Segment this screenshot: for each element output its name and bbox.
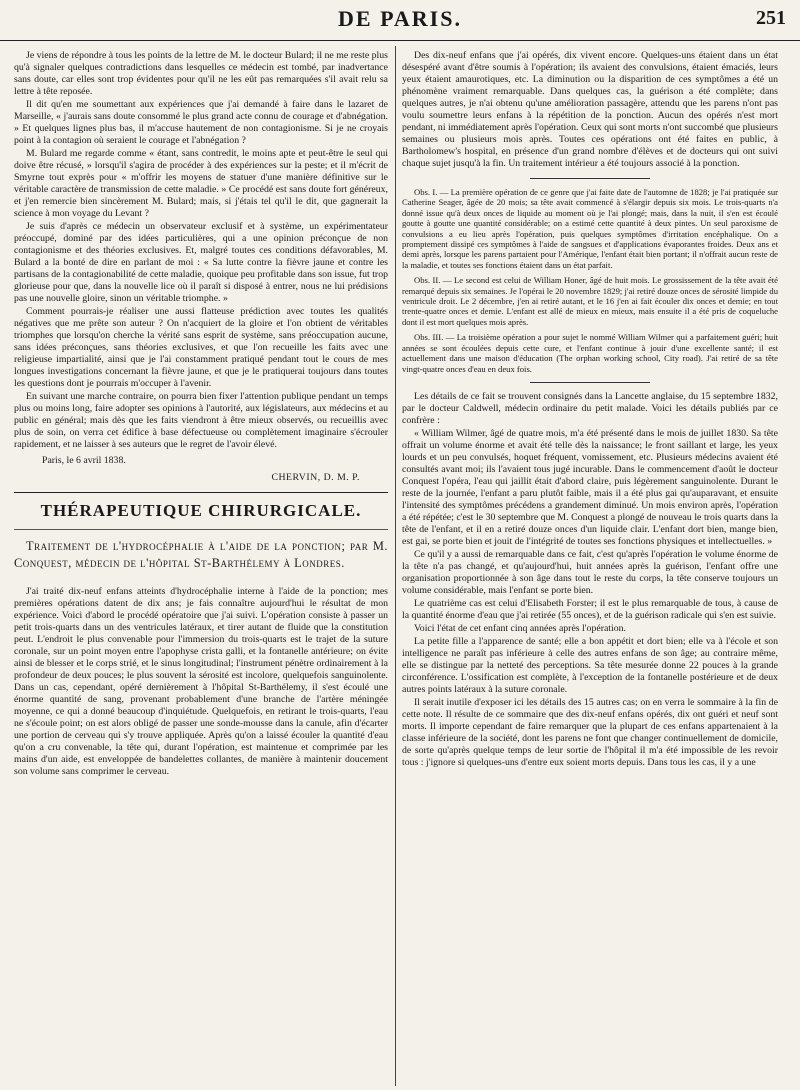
- section-rule: [14, 492, 388, 493]
- paragraph: M. Bulard me regarde comme « étant, sans contredit, le moins apte et peut-être le seul qui doive être récusé, » lorsqu'il s'agira de procéder à des expériences sur la peste; et il m'écrit de Smyrne tout exprès pour « m'offrir les moyens de statuer d'une manière définitive sur le véritable caractère de transmission de cette maladie. » Ce procédé est sans doute fort généreux, et j'en remercie bien sincèrement M. Bulard; mais, si j'étais tel qu'il le dit, que gagnerait la science à mon voyage du Levant ?: [14, 148, 388, 219]
- journal-title: DE PARIS.: [338, 6, 462, 31]
- observation: Obs. I. — La première opération de ce genre que j'ai faite date de l'automne de 1828; je l'ai pratiquée sur Catherine Seager, âgée de 20 mois; sa tête avait commencé à s'élargir depuis six mois. Le trois-quarts n'a donné issue qu'à deux onces de liquide au moment où je l'ai plongé; mais, dans la nuit, il s'en est écoulé goutte à goutte une quantité considérable; on a estimé cette quantité à deux pintes. Un seul paroxisme de convulsions a eu lieu après l'opération, puis quelques symptômes d'irritation encéphalique. On a promptement dissipé ces symptômes à l'aide de sangsues et d'applications évaporantes froides. Deux ans et demi après, lorsque les parens partaient pour l'Amérique, l'enfant était bien portant; il n'offrait aucun reste de la maladie, et toutes ses fonctions étaient dans un état parfait.: [402, 187, 778, 270]
- paragraph: Des dix-neuf enfans que j'ai opérés, dix vivent encore. Quelques-uns étaient dans un état désespéré avant d'être soumis à l'opération; ils avaient des convulsions, étaient émaciés, leurs yeux étaient amaurotiques, etc. La diminution ou la disparition de ces symptômes a été un phénomène vraiment remarquable. Dans quelques cas, la guérison a été complète; dans quelques autres, je n'ai obtenu qu'une amélioration passagère, attendu que les parens n'ont pas voulu soumettre leurs enfans à la répétition de la ponction. Aucun des opérés n'est mort pendant, ni immédiatement après l'opération. Ceux qui sont morts n'ont succombé que plusieurs semaines ou plusieurs mois après. Toutes ces opérations ont été faites en public, à Bartholomew's hospital, en présence d'un grand nombre d'élèves et de docteurs qui ont suivi chaque sujet jusqu'à la fin. Un traitement intérieur a été toujours associé à la ponction.: [402, 50, 778, 169]
- paragraph: J'ai traité dix-neuf enfans atteints d'hydrocéphalie interne à l'aide de la ponction; mes premières opérations datent de dix ans; je fais connaître aujourd'hui le résultat de mon expérience. Voici d'abord le procédé opératoire que j'ai suivi. L'opération consiste à passer un petit trois-quarts dans un des ventricules latéraux, et tirer autant de fluide que la constitution peut. L'endroit le plus convenable pour l'immersion du trois-quarts est le trajet de la suture coronale, sur un point moyen entre l'apophyse crista galli, et la fontanelle antérieure; on évite ainsi de blesser et le corps strié, et le sinus longitudinal; l'instrument pénètre ordinairement à la profondeur de deux pouces; le plus souvent la sérosité est incolore, quelquefois sanguinolente. Dans un cas, cependant, opéré dernièrement à l'hôpital St-Barthélemy, il s'est écoulé une énorme quantité de sang, provenant probablement d'une branche de l'artère méningée moyenne, ce qui a donné beaucoup d'inquiétude. Quelquefois, en retirant le trois-quarts, l'eau ne s'écoule point; on est alors obligé de passer une sonde-mousse dans la canule, afin d'écarter une portion de cerveau qui s'y trouve appliquée. Après qu'on a laissé écouler la quantité d'eau qu'on a cru convenable, la tête qui, durant l'opération, est maintenue et comprimée par les mains d'un aide, est enveloppée de bandelettes collantes, de manière à maintenir doucement son volume sans comprimer le cerveau.: [14, 586, 388, 777]
- paragraph: Voici l'état de cet enfant cinq années après l'opération.: [414, 622, 626, 634]
- paragraph: Il dit qu'en me soumettant aux expériences que j'ai demandé à faire dans le lazaret de Marseille, « j'aurais sans doute consommé le plus grand acte connu de courage et d'abnégation. » Et quelques lignes plus bas, il m'accuse hautement de non contagionisme. Si je ne croyais point à la contagion où seraient le courage et l'abnégation ?: [14, 99, 388, 146]
- article-title: Traitement de l'hydrocéphalie à l'aide de la ponction; par M. Conquest, médecin de l'hôpital St-Barthélemy à Londres.: [14, 539, 388, 570]
- separator-rule: [530, 178, 650, 179]
- right-column: [402, 50, 778, 1082]
- page-number: 251: [756, 7, 786, 29]
- paragraph: Les détails de ce fait se trouvent consignés dans la Lancette anglaise, du 15 septembre 1832, par le docteur Caldwell, médecin ordinaire du petit malade. Voici les détails publiés par ce confrère :: [402, 390, 778, 426]
- separator-rule: [530, 382, 650, 383]
- paragraph: La petite fille a l'apparence de santé; elle a bon appétit et dort bien; elle va à l'école et son intelligence ne paraît pas inférieure à celle des autres enfans de son âge; au contraire même, elle se distingue par la netteté des perceptions. Sa tête mesurée donne 22 pouces à la grande circonférence. L'ossification est complète, à l'exception de la fontanelle postérieure et de deux autres points latéraux à la suture coronale.: [402, 635, 778, 695]
- observation: Obs. III. — La troisième opération a pour sujet le nommé William Wilmer qui a parfaitement guéri; huit années se sont écoulées depuis cette cure, et l'enfant continue à jouir d'une excellente santé; il est actuellement dans une maison d'éducation (The orphan working school, City road). J'ai retiré de sa tête vingt-quatre onces d'eau en deux fois.: [402, 332, 778, 374]
- paragraph: Ce qu'il y a aussi de remarquable dans ce fait, c'est qu'après l'opération le volume énorme de la tête n'a pas changé, et qu'aujourd'hui, huit années après la guérison, l'enfant offre une organisation proportionnée à son âge dans tout le reste du corps, la tête conserve toujours un volume considérable, mais l'enfant se porte bien.: [402, 548, 778, 596]
- paragraph: « William Wilmer, âgé de quatre mois, m'a été présenté dans le mois de juillet 1830. Sa tête offrait un volume énorme et avait été telle dès la naissance; le front saillant et large, les yeux lourds et un peu convulsés, hoquet fréquent, vomissement, etc. Plusieurs médecins avaient été consultés avant moi; ils l'avaient tous jugé incurable. Dans le commencement d'août le docteur Conquest l'opéra, l'eau qui jaillit était d'abord claire, puis légèrement sanguinolente. Durant le reste de la journée, l'enfant a paru plutôt faible, mais il a été plus gai qu'auparavant, et ensuite l'intensité des symptômes précédens a grandement diminué. Un mois environ après, l'opération a été répétée; c'est le 30 septembre que M. Conquest a plongé de nouveau le trois quarts dans la tête de l'enfant, et il en a retiré douze onces d'un liquide clair. L'enfant dort bien, mange bien, est gai, se porte bien et jouit de l'intégrité de toutes ses fonctions physiques et intellectuelles. »: [402, 427, 778, 547]
- section-heading: THÉRAPEUTIQUE CHIRURGICALE.: [40, 501, 362, 520]
- paragraph: Comment pourrais-je réaliser une aussi flatteuse prédiction avec toutes les qualités négatives que me prête son auteur ? On n'acquiert de la gloire et l'on obtient de véritables triomphes que lorsqu'on cherche la vérité sans esprit de système, sans préoccupation aucune, sans idées préconçues, sans théories exclusives, et que l'on recueille les faits avec une religieuse impartialité, ainsi que je l'ai constamment pratiqué pendant tout le cours de mes longues investigations concernant la fièvre jaune, et que je le pratiquerai toujours dans toutes les questions dont je pourrais m'occuper à l'avenir.: [14, 306, 388, 389]
- page-header: [0, 0, 800, 41]
- paragraph: Le quatrième cas est celui d'Elisabeth Forster; il est le plus remarquable de tous, à cause de la quantité énorme d'eau que j'ai retirée (55 onces), et de la guérison radicale qui s'en est suivie.: [402, 597, 778, 621]
- paragraph: En suivant une marche contraire, on pourra bien fixer l'attention publique pendant un temps plus ou moins long, faire adopter ses opinions à l'autorité, aux législateurs, aux médecins et au public en général; mais dès que les faits viendront à être mieux observés, ou recueillis avec plus de soin, on verra cet édifice à base défectueuse ou complètement imaginaire s'écrouler rapidement, et ne laisser à ses auteurs que le regret de l'avoir élevé.: [14, 391, 388, 450]
- left-column: [14, 50, 388, 1082]
- letter-signature: [14, 454, 388, 484]
- section-rule: [14, 529, 388, 530]
- signature-author: CHERVIN, D. M. P.: [271, 472, 360, 483]
- paragraph: Il serait inutile d'exposer ici les détails des 15 autres cas; on en verra le sommaire à la fin de cette note. Il résulte de ce sommaire que des dix-neuf enfans opérés, dix ont guéri et neuf sont morts. Il importe cependant de faire remarquer que la plupart de ces enfans appartenaient à la classe inférieure de la société, dont les parens ne font que changer continuellement de domicile, de sorte qu'après quelque temps de leur sortie de l'hôpital il m'a été impossible de les revoir tous : j'ignore si quelques-uns d'entre eux soient morts depuis. Dans tous les cas, il y a une: [402, 696, 778, 768]
- column-divider: [395, 46, 396, 1086]
- observation: Obs. II. — Le second est celui de William Honer, âgé de huit mois. Le grossissement de la tête avait été remarqué depuis six semaines. Je l'opérai le 20 novembre 1829; j'ai retiré douze onces de sérosité limpide du ventricule droit. Le 2 décembre, j'en ai retiré autant, et le 16 j'en ai fait écouler dix onces et demie; en tout trente-quatre onces et demie. L'enfant est allé de mieux en mieux, mais ensuite il a été pris de coqueluche dont il est mort quelques mois après.: [402, 275, 778, 327]
- paragraph: Je suis d'après ce médecin un observateur exclusif et à système, un expérimentateur préoccupé, dominé par des idées particulières, qui a une opinion préconçue de non contagionisme et des théories exclusives. Et, malgré toutes ces conditions défavorables, M. Bulard a la bonté de dire en parlant de moi : « Sa lutte contre la fièvre jaune et contre les partisans de la contagionabilité de cette maladie, quoique peu profitable dans son issue, fut trop glorieuse pour que, dans la nouvelle lice où il paraît si disposé à entrer, nous ne lui prédisions pas une nouvelle gloire, sinon un véritable triomphe. »: [14, 221, 388, 304]
- signature-place-date: Paris, le 6 avril 1838.: [42, 455, 126, 466]
- paragraph: Je viens de répondre à tous les points de la lettre de M. le docteur Bulard; il ne me reste plus qu'à signaler quelques contradictions dans lesquelles ce médecin est tombé, par inadvertance sans doute, car elles sont trop évidentes pour qu'il ne les eût pas remarquées s'il avait relu sa lettre à tête reposée.: [14, 50, 388, 97]
